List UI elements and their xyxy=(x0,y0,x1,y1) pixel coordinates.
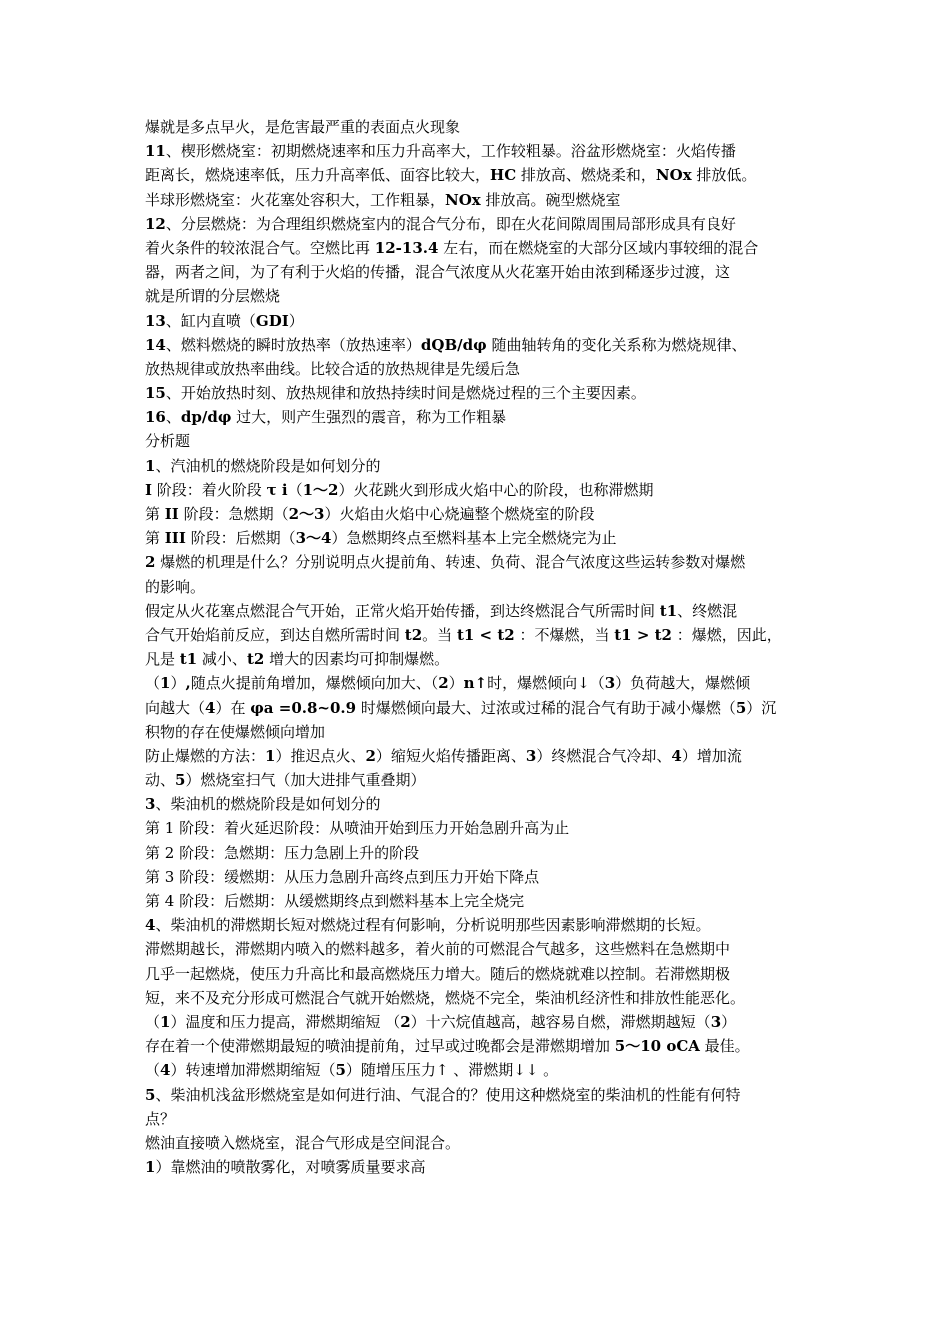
text-run: 减小、 xyxy=(197,650,247,669)
bold-run: 13 xyxy=(145,311,166,330)
text-line xyxy=(145,454,813,478)
text-line xyxy=(145,575,813,599)
text-line xyxy=(145,623,813,647)
bold-run: 3 xyxy=(710,1012,722,1031)
text-line xyxy=(145,526,813,550)
text-line xyxy=(145,937,813,961)
text-run: 最佳。 xyxy=(699,1037,750,1056)
text-line xyxy=(145,962,813,986)
text-line xyxy=(145,236,813,260)
text-run: ）温度和压力提高，滞燃期缩短 （ xyxy=(170,1012,401,1031)
bold-run: 2 xyxy=(365,746,376,765)
text-run: 、汽油机的燃烧阶段是如何划分的 xyxy=(155,456,381,475)
bold-run: τ i xyxy=(266,480,288,499)
text-run: 排放高。碗型燃烧室 xyxy=(480,190,621,209)
text-run: 、柴油机浅盆形燃烧室是如何进行油、气混合的？使用这种燃烧室的柴油机的性能有何特 xyxy=(155,1085,741,1104)
text-line xyxy=(145,599,813,623)
bold-run: NOx xyxy=(655,166,692,185)
text-line xyxy=(145,696,813,720)
bold-run: 3 xyxy=(525,746,537,765)
bold-run: 5 xyxy=(335,1061,346,1080)
text-run: ） xyxy=(721,1012,737,1031)
text-run: 放热规律或放热率曲线。比较合适的放热规律是先缓后急 xyxy=(145,359,521,378)
text-run: 积物的存在使爆燃倾向增加 xyxy=(145,722,326,741)
text-line xyxy=(145,1058,813,1082)
text-line xyxy=(145,889,813,913)
bold-run: 1 xyxy=(265,746,276,765)
text-run: ）十六烷值越高，越容易自燃，滞燃期越短（ xyxy=(410,1012,711,1031)
text-line xyxy=(145,115,813,139)
text-line xyxy=(145,986,813,1010)
text-run: 几乎一起燃烧，使压力升高比和最高燃烧压力增大。随后的燃烧就难以控制。若滞燃期极 xyxy=(145,964,731,983)
text-run: 滞燃期越长，滞燃期内喷入的燃料越多，着火前的可燃混合气越多，这些燃料在急燃期中 xyxy=(145,940,731,959)
text-run: 第 3 阶段：缓燃期：从压力急剧升高终点到压力开始下降点 xyxy=(145,867,540,886)
text-line xyxy=(145,309,813,333)
bold-run: , xyxy=(185,674,191,693)
text-run: 第 4 阶段：后燃期：从缓燃期终点到燃料基本上完全烧完 xyxy=(145,892,525,910)
text-line xyxy=(145,865,813,889)
bold-run: 16 xyxy=(145,408,166,427)
bold-run: t2 xyxy=(246,650,265,669)
text-run: 、缸内直喷（ xyxy=(165,311,256,330)
text-run: ：不爆燃，当 xyxy=(514,625,615,644)
text-run: 、柴油机的燃烧阶段是如何划分的 xyxy=(155,795,381,814)
bold-run: 5 xyxy=(145,1085,156,1104)
text-run: 增大的因素均可抑制爆燃。 xyxy=(264,650,450,669)
text-line xyxy=(145,502,813,526)
text-run: ）在 xyxy=(215,698,251,717)
text-line xyxy=(145,429,813,453)
text-run: 过大，则产生强烈的震音，称为工作粗暴 xyxy=(231,408,507,427)
text-run: 排放低。 xyxy=(691,166,757,185)
text-run: 、分层燃烧：为合理组织燃烧室内的混合气分布，即在火花间隙周围局部形成具有良好 xyxy=(165,214,736,233)
text-line xyxy=(145,913,813,937)
text-line xyxy=(145,405,813,429)
text-line xyxy=(145,139,813,163)
text-line xyxy=(145,816,813,840)
text-run: ） xyxy=(170,674,186,693)
text-line xyxy=(145,163,813,187)
text-line xyxy=(145,381,813,405)
text-run: ）燃烧室扫气（加大进排气重叠期） xyxy=(185,771,426,790)
text-run: ）随增压压力↑ 、滞燃期↓↓ 。 xyxy=(345,1061,559,1080)
text-run: 动、 xyxy=(145,771,176,790)
text-line xyxy=(145,1107,813,1131)
text-run: 爆就是多点早火，是危害最严重的表面点火现象 xyxy=(145,118,461,136)
text-run: 凡是 xyxy=(145,650,180,669)
text-run: 阶段：着火阶段 xyxy=(152,480,267,499)
text-line xyxy=(145,1155,813,1179)
text-line xyxy=(145,260,813,284)
document-body xyxy=(145,115,813,1179)
text-line xyxy=(145,1010,813,1034)
text-line xyxy=(145,550,813,574)
bold-run: 1 xyxy=(160,674,171,693)
text-run: 阶段：急燃期（ xyxy=(178,505,289,523)
bold-run: 4 xyxy=(671,746,682,765)
bold-run: 2～3 xyxy=(288,505,325,523)
text-line xyxy=(145,647,813,671)
text-run: 第 xyxy=(145,529,165,548)
text-run: 随曲轴转角的变化关系称为燃烧规律、 xyxy=(486,335,747,354)
text-line xyxy=(145,333,813,357)
bold-run: III xyxy=(164,529,186,548)
text-run: ）靠燃油的喷散雾化，对喷雾质量要求高 xyxy=(155,1158,426,1177)
text-run: 、柴油机的滞燃期长短对燃烧过程有何影响，分析说明那些因素影响滞燃期的长短。 xyxy=(155,916,711,935)
text-run: 存在着一个使滞燃期最短的喷油提前角，过早或过晚都会是滞燃期增加 xyxy=(145,1037,615,1056)
text-line xyxy=(145,212,813,236)
text-line xyxy=(145,720,813,744)
text-line xyxy=(145,768,813,792)
text-run: 左右，而在燃烧室的大部分区域内事较细的混合 xyxy=(438,238,759,257)
text-run: 距离长，燃烧速率低，压力升高率低、面容比较大， xyxy=(145,166,491,185)
text-run: ）终燃混合气冷却、 xyxy=(536,746,672,765)
text-run: 第 1 阶段：着火延迟阶段：从喷油开始到压力开始急剧升高为止 xyxy=(145,819,570,838)
text-run: 就是所谓的分层燃烧 xyxy=(145,287,281,306)
bold-run: 1 xyxy=(145,456,156,475)
text-line xyxy=(145,841,813,865)
text-run: 随点火提前角增加，爆燃倾向加大、（ xyxy=(190,674,439,693)
bold-run: II xyxy=(164,505,179,523)
bold-run: 11 xyxy=(145,142,166,161)
bold-run: 3 xyxy=(145,795,156,814)
text-run: 向越大（ xyxy=(145,698,206,717)
text-run: 、楔形燃烧室：初期燃烧速率和压力升高率大，工作较粗暴。浴盆形燃烧室：火焰传播 xyxy=(165,142,736,161)
text-line xyxy=(145,1083,813,1107)
bold-run: t1 > t2 xyxy=(614,625,672,644)
text-run: ）火花跳火到形成火焰中心的阶段，也称滞燃期 xyxy=(338,480,654,499)
text-line xyxy=(145,1034,813,1058)
bold-run: 4 xyxy=(160,1061,171,1080)
bold-run: t1 xyxy=(659,601,678,620)
text-line xyxy=(145,357,813,381)
text-run: 第 2 阶段：急燃期：压力急剧上升的阶段 xyxy=(145,843,420,862)
text-run: 假定从火花塞点燃混合气开始，正常火焰开始传播，到达终燃混合气所需时间 xyxy=(145,601,660,620)
text-run: （ xyxy=(145,674,161,693)
text-run: （ xyxy=(145,1012,161,1031)
bold-run: 1 xyxy=(160,1012,171,1031)
text-line xyxy=(145,792,813,816)
text-run: ）推迟点火、 xyxy=(275,746,366,765)
bold-run: 12-13.4 xyxy=(374,238,439,257)
bold-run: 3 xyxy=(604,674,616,693)
text-run: ）缩短火焰传播距离、 xyxy=(375,746,526,765)
text-run: ）转速增加滞燃期缩短（ xyxy=(170,1061,336,1080)
text-run: 着火条件的较浓混合气。空燃比再 xyxy=(145,238,375,257)
text-run: 、开始放热时刻、放热规律和放热持续时间是燃烧过程的三个主要因素。 xyxy=(165,384,646,403)
text-run: 的影响。 xyxy=(145,577,206,596)
text-run: 。当 xyxy=(422,625,457,644)
bold-run: 5 xyxy=(735,698,747,717)
text-run: ）增加流 xyxy=(681,746,742,765)
text-line xyxy=(145,478,813,502)
bold-run: 1～2 xyxy=(302,480,339,499)
text-run: 短，来不及充分形成可燃混合气就开始燃烧，燃烧不完全，柴油机经济性和排放性能恶化。 xyxy=(145,988,746,1007)
bold-run: I xyxy=(145,480,153,499)
bold-run: t1 < t2 xyxy=(456,625,515,644)
bold-run: 2 xyxy=(145,553,156,572)
text-run: ） xyxy=(288,311,304,330)
text-run: ）火焰由火焰中心烧遍整个燃烧室的阶段 xyxy=(324,505,595,523)
text-run: 阶段：后燃期（ xyxy=(185,529,296,548)
text-run: 时爆燃倾向最大、过浓或过稀的混合气有助于减小爆燃（ xyxy=(356,698,736,717)
text-run: 、终燃混 xyxy=(677,601,738,620)
bold-run: 3～4 xyxy=(295,529,332,548)
text-run: 器，两者之间，为了有利于火焰的传播，混合气浓度从火花塞开始由浓到稀逐步过渡，这 xyxy=(145,263,731,282)
text-run: ）沉 xyxy=(746,698,777,717)
text-run: （ xyxy=(287,480,303,499)
bold-run: 12 xyxy=(145,214,166,233)
bold-run: φa =0.8~0.9 xyxy=(250,698,357,717)
bold-run: 14 xyxy=(145,335,166,354)
text-run: 排放高、燃烧柔和， xyxy=(516,166,656,185)
bold-run: 4 xyxy=(205,698,216,717)
bold-run: n↑ xyxy=(463,674,488,693)
text-run: ）负荷越大，爆燃倾 xyxy=(615,674,751,693)
text-run: 分析题 xyxy=(145,432,191,451)
text-run: 、燃料燃烧的瞬时放热率（放热速率） xyxy=(165,335,421,354)
text-run: 、 xyxy=(165,408,181,427)
text-run: 点？ xyxy=(145,1109,176,1128)
bold-run: 15 xyxy=(145,384,166,403)
text-run: 防止爆燃的方法： xyxy=(145,746,266,765)
bold-run: t1 xyxy=(179,650,198,669)
bold-run: GDI xyxy=(255,311,289,330)
bold-run: t2 xyxy=(404,625,423,644)
bold-run: dp/dφ xyxy=(180,408,232,427)
bold-run: 2 xyxy=(400,1012,411,1031)
text-run: 第 xyxy=(145,505,165,523)
text-run: 爆燃的机理是什么？分别说明点火提前角、转速、负荷、混合气浓度这些运转参数对爆燃 xyxy=(155,553,746,572)
text-line xyxy=(145,1131,813,1155)
bold-run: 5 xyxy=(175,771,186,790)
bold-run: 1 xyxy=(145,1158,156,1177)
text-run: 时，爆燃倾向↓（ xyxy=(487,674,605,693)
text-run: 燃油直接喷入燃烧室，混合气形成是空间混合。 xyxy=(145,1133,461,1152)
text-run: ）急燃期终点至燃料基本上完全燃烧完为止 xyxy=(331,529,617,548)
bold-run: 4 xyxy=(145,916,156,935)
text-line xyxy=(145,284,813,308)
text-line xyxy=(145,188,813,212)
bold-run: 2 xyxy=(438,674,449,693)
bold-run: HC xyxy=(490,166,517,185)
text-line xyxy=(145,671,813,695)
text-run: 半球形燃烧室：火花塞处容积大，工作粗暴， xyxy=(145,190,446,209)
text-line xyxy=(145,744,813,768)
text-run: 合气开始焰前反应，到达自燃所需时间 xyxy=(145,625,405,644)
bold-run: dQB/dφ xyxy=(420,335,487,354)
text-run: （ xyxy=(145,1061,161,1080)
text-run: ：爆燃，因此， xyxy=(671,625,782,644)
bold-run: NOx xyxy=(445,190,481,209)
bold-run: 5～10 oCA xyxy=(614,1037,700,1056)
text-run: ） xyxy=(448,674,464,693)
